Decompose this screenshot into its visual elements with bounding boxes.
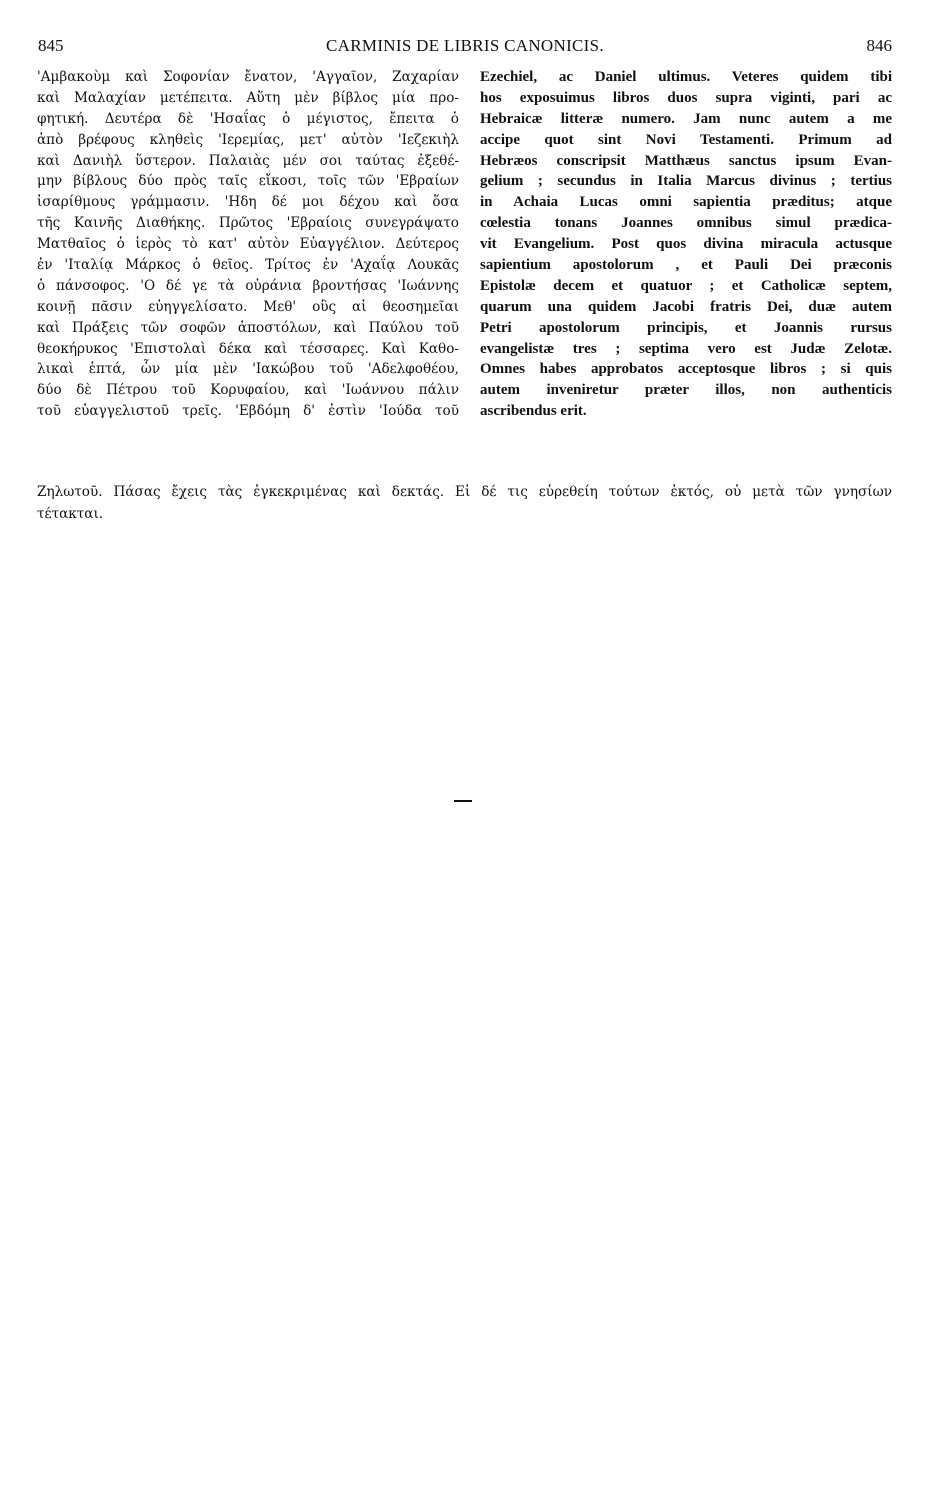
- greek-line: ἐν 'Ιταλίᾳ Μάρκος ὁ θεῖος. Τρίτος ἐν 'Αχαΐᾳ Λουκᾶς: [37, 257, 459, 274]
- latin-line: Petri apostolorum principis, et Joannis rursus: [480, 319, 892, 336]
- latin-line: quarum una quidem Jacobi fratris Dei, duæ autem: [480, 298, 892, 315]
- greek-line: τῆς Καινῆς Διαθήκης. Πρῶτος 'Εβραίοις συνεγράψατο: [37, 215, 459, 232]
- latin-line: evangelistæ tres ; septima vero est Judæ Zelotæ.: [480, 340, 892, 357]
- running-title: CARMINIS DE LIBRIS CANONICIS.: [326, 36, 604, 55]
- latin-line: in Achaia Lucas omni sapientia præditus; atque: [480, 194, 892, 211]
- greek-line: ὁ πάνσοφος. 'Ο δέ γε τὰ οὐράνια βροντήσας 'Ιωάννης: [37, 277, 459, 294]
- greek-line: καὶ Δανιὴλ ὕστερον. Παλαιὰς μέν σοι ταύτας ἐξεθέ-: [37, 152, 459, 169]
- greek-line: 'Αμβακοὺμ καὶ Σοφονίαν ἔνατον, 'Αγγαῖον, Ζαχαρίαν: [37, 69, 459, 85]
- end-rule-divider: [454, 800, 472, 802]
- latin-line: sapientium apostolorum , et Pauli Dei præconis: [480, 257, 892, 274]
- full-width-line: Ζηλωτοῦ. Πάσας ἔχεις τὰς ἐγκεκριμένας καὶ δεκτάς. Εἰ δέ τις εὑρεθείη τούτων ἐκτός, οὐ μετὰ τῶν γνησίων: [37, 484, 892, 500]
- latin-line: Omnes habes approbatos acceptosque libros ; si quis: [480, 361, 892, 378]
- latin-line: accipe quot sint Novi Testamenti. Primum ad: [480, 131, 892, 148]
- greek-line: λικαὶ ἑπτά, ὧν μία μὲν 'Ιακώβου τοῦ 'Αδελφοθέου,: [37, 361, 459, 378]
- latin-line: Ezechiel, ac Daniel ultimus. Veteres quidem tibi: [480, 69, 892, 85]
- greek-line: κοινῇ πᾶσιν εὐηγγελίσατο. Μεθ' οὓς αἱ θεοσημεῖαι: [37, 298, 459, 315]
- greek-column: [37, 67, 459, 422]
- latin-line: Hebraicæ litteræ numero. Jam nunc autem a me: [480, 110, 892, 127]
- greek-line: καὶ Πράξεις τῶν σοφῶν ἀποστόλων, καὶ Παύλου τοῦ: [37, 319, 459, 336]
- latin-line: hos exposuimus libros duos supra viginti, pari ac: [480, 89, 892, 106]
- greek-line: τοῦ εὐαγγελιστοῦ τρεῖς. 'Εβδόμη δ' ἐστὶν 'Ιούδα τοῦ: [37, 403, 459, 420]
- latin-line: vit Evangelium. Post quos divina miracula actusque: [480, 236, 892, 253]
- latin-line: autem inveniretur præter illos, non authenticis: [480, 382, 892, 399]
- greek-line: Ματθαῖος ὁ ἱερὸς τὸ κατ' αὐτὸν Εὐαγγέλιον. Δεύτερος: [37, 236, 459, 253]
- latin-line: cœlestia tonans Joannes omnibus simul prædica-: [480, 215, 892, 232]
- latin-line: Epistolæ decem et quatuor ; et Catholicæ septem,: [480, 277, 892, 294]
- page-number-left: 845: [38, 36, 64, 55]
- greek-line: καὶ Μαλαχίαν μετέπειτα. Αὕτη μὲν βίβλος μία προ-: [37, 89, 459, 106]
- greek-line: θεοκήρυκος 'Επιστολαὶ δέκα καὶ τέσσαρες. Καὶ Καθο-: [37, 340, 459, 357]
- greek-line: μην βίβλους δύο πρὸς ταῖς εἴκοσι, τοῖς τῶν 'Εβραίων: [37, 173, 459, 190]
- greek-line: ἀπὸ βρέφους κληθεὶς 'Ιερεμίας, μετ' αὐτὸν 'Ιεζεκιὴλ: [37, 131, 459, 148]
- full-width-line: τέτακται.: [37, 506, 104, 522]
- greek-line: δύο δὲ Πέτρου τοῦ Κορυφαίου, καὶ 'Ιωάννου πάλιν: [37, 382, 459, 399]
- page-number-right: 846: [866, 36, 892, 55]
- latin-line: ascribendus erit.: [480, 403, 587, 420]
- latin-line: Hebræos conscripsit Matthæus sanctus ipsum Evan-: [480, 152, 892, 169]
- running-header: [38, 36, 892, 56]
- full-width-greek-paragraph: [37, 481, 892, 525]
- latin-line: gelium ; secundus in Italia Marcus divinus ; tertius: [480, 173, 892, 190]
- greek-line: ἰσαρίθμους γράμμασιν. 'Ηδη δέ μοι δέχου καὶ ὅσα: [37, 194, 459, 211]
- latin-column: [480, 67, 892, 422]
- greek-line: φητική. Δευτέρα δὲ 'Ησαΐας ὁ μέγιστος, ἔπειτα ὁ: [37, 110, 459, 127]
